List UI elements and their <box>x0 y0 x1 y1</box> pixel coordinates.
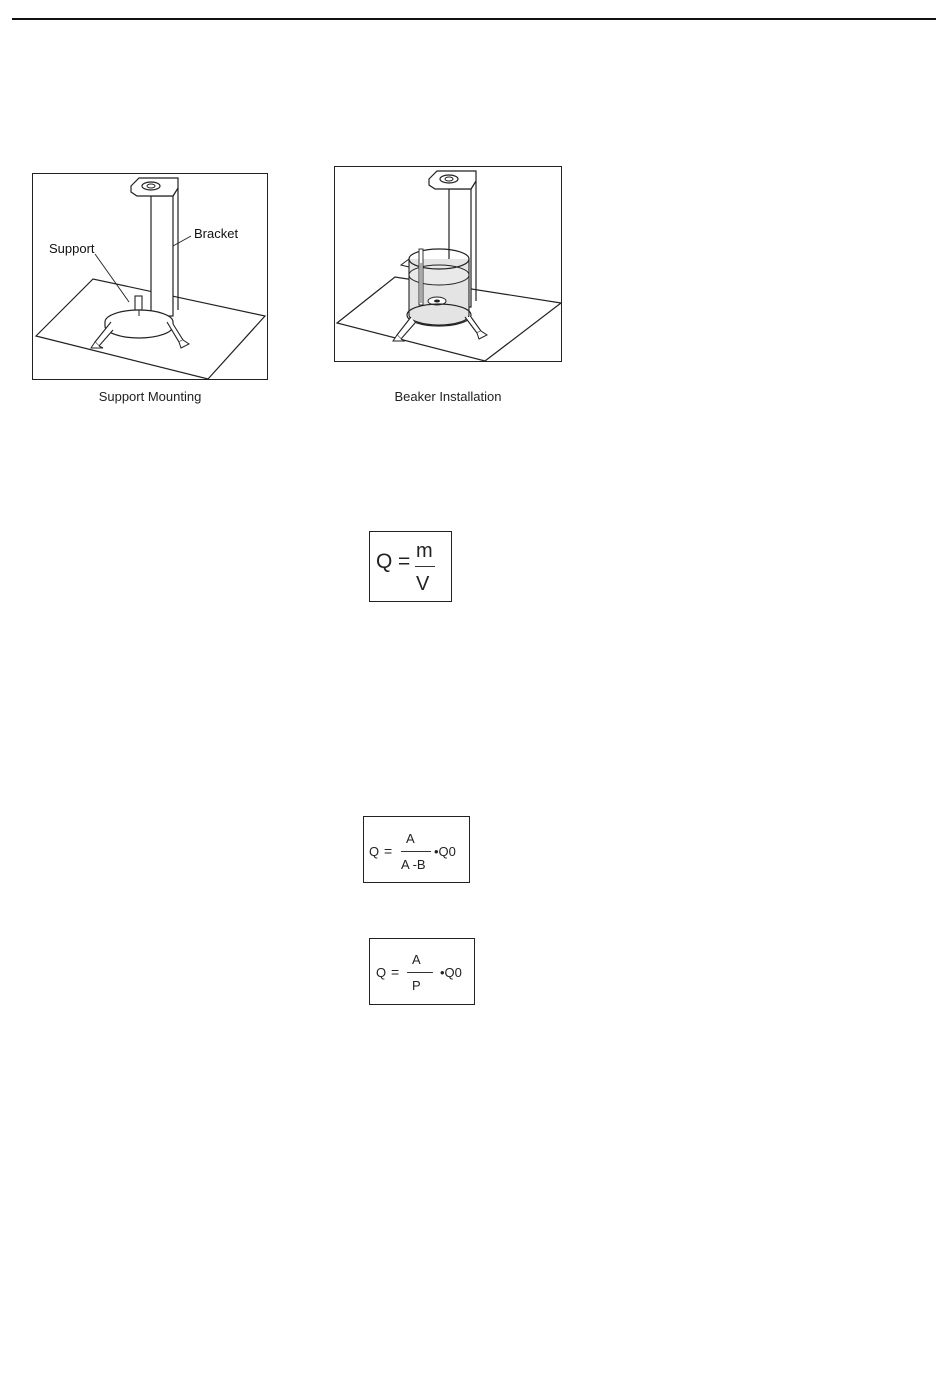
bracket-label: Bracket <box>194 226 239 241</box>
formula-denominator: P <box>412 978 421 993</box>
density-formula <box>369 531 452 602</box>
support-mounting-illustration <box>33 174 268 380</box>
formula-denominator: A -B <box>401 857 426 872</box>
formula-factor: •Q0 <box>440 965 462 980</box>
support-label: Support <box>49 241 95 256</box>
liquid-density-formula <box>369 938 475 1005</box>
fraction-bar <box>415 566 435 567</box>
formula-equals: = <box>391 964 400 980</box>
fraction-bar <box>401 851 431 852</box>
formula-lhs: Q <box>376 965 387 980</box>
formula-factor: •Q0 <box>434 844 456 859</box>
formula-lhs: Q <box>376 550 393 573</box>
support-mounting-figure <box>32 173 268 380</box>
formula-equals: = <box>384 843 393 859</box>
formula-numerator: A <box>406 831 415 846</box>
beaker-installation-caption: Beaker Installation <box>394 389 502 404</box>
formula-denominator: V <box>416 573 430 595</box>
support-mounting-caption: Support Mounting <box>98 389 202 404</box>
beaker-installation-illustration <box>335 167 562 362</box>
formula-numerator: m <box>416 540 433 562</box>
fraction-bar <box>407 972 433 973</box>
beaker-installation-figure <box>334 166 562 362</box>
header-rule <box>12 18 936 20</box>
solid-density-formula <box>363 816 470 883</box>
formula-equals: = <box>398 550 411 573</box>
formula-lhs: Q <box>369 844 380 859</box>
formula-numerator: A <box>412 952 421 967</box>
